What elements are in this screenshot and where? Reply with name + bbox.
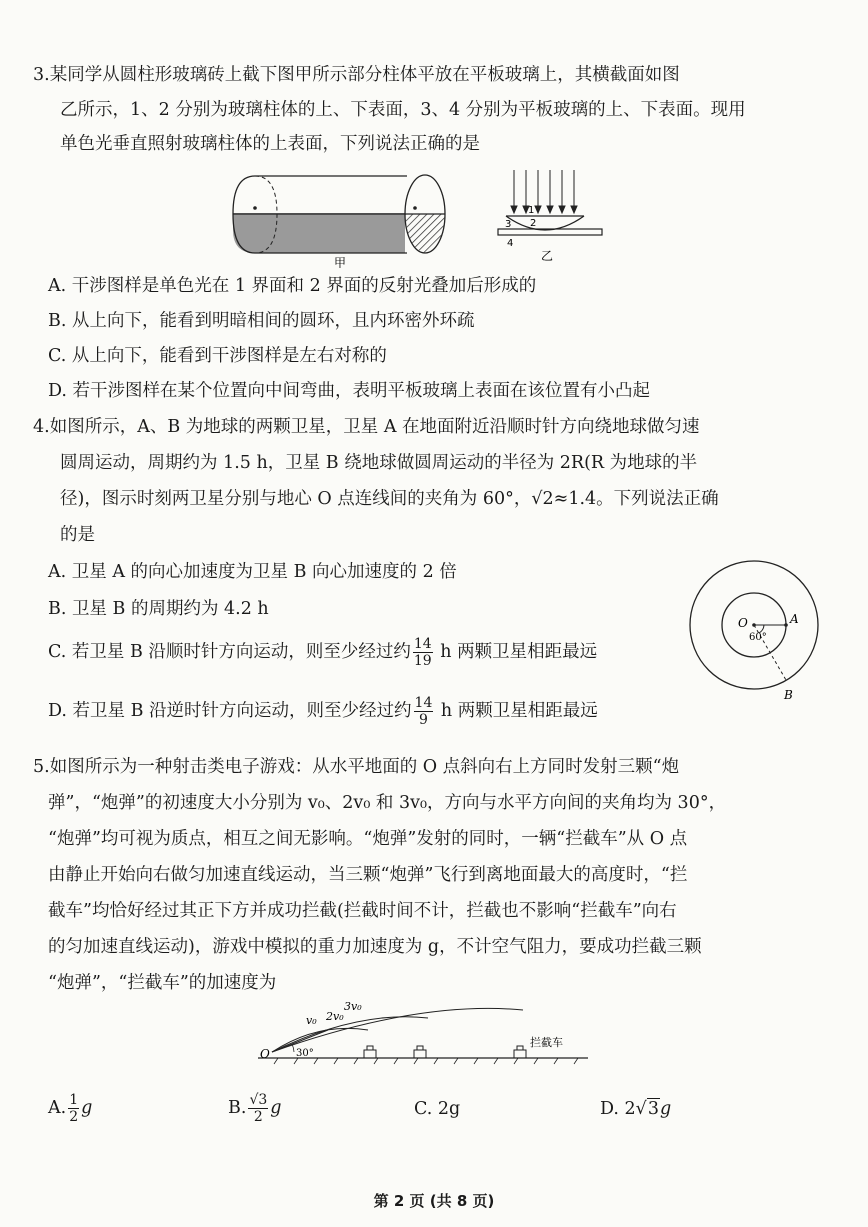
q4-option-d	[48, 695, 598, 728]
q3-stem-line2: 乙所示，1、2 分别为玻璃柱体的上、下表面，3、4 分别为平板玻璃的上、下表面。现用	[60, 100, 746, 120]
q4-option-a: A. 卫星 A 的向心加速度为卫星 B 向心加速度的 2 倍	[48, 562, 457, 582]
q4-option-b: B. 卫星 B 的周期约为 4.2 h	[48, 599, 269, 619]
q5-option-a-fraction	[68, 1092, 79, 1125]
fig4-label-o: O	[738, 616, 748, 630]
q5-stem-line5: 截车”均恰好经过其正下方并成功拦截(拦截时间不计，拦截也不影响“拦截车”向右	[48, 901, 677, 921]
fig-yi-label-3: 3	[505, 219, 512, 230]
fig5-label-3v0: 3v₀	[344, 1000, 362, 1013]
q5-option-a-label: A.	[48, 1098, 67, 1118]
fig-yi-label-4: 4	[507, 238, 514, 249]
figure-satellite-orbits	[680, 555, 830, 705]
q5-option-b-numerator: √3	[249, 1092, 268, 1108]
fig5-label-v0: v₀	[306, 1014, 317, 1027]
q5-stem-line1: 5.如图所示为一种射击类电子游戏：从水平地面的 O 点斜向右上方同时发射三颗“炮	[33, 757, 680, 777]
figure-yi-cross-section	[492, 166, 612, 266]
q5-option-b-fraction	[248, 1092, 268, 1125]
q3-option-d: D. 若干涉图样在某个位置向中间弯曲，表明平板玻璃上表面在该位置有小凸起	[48, 381, 651, 401]
q5-option-a-denominator: 2	[69, 1109, 79, 1125]
q4-option-d-text: D. 若卫星 B 沿逆时针方向运动，则至少经过约	[48, 701, 412, 721]
q4-option-d-fraction	[414, 695, 434, 728]
fig-yi-label-1: 1	[528, 205, 535, 216]
q5-option-a-g: g	[81, 1098, 93, 1118]
q5-stem-line7: “炮弹”，“拦截车”的加速度为	[48, 973, 277, 993]
fig5-label-2v0: 2v₀	[326, 1010, 344, 1023]
q5-option-b-label: B.	[228, 1098, 247, 1118]
q4-option-d-tail: h 两颗卫星相距最远	[435, 701, 598, 721]
page-footer: 第 2 页 (共 8 页)	[373, 1192, 495, 1210]
interceptor-car-icon	[364, 1046, 526, 1058]
q4-option-c-numerator: 14	[413, 636, 432, 652]
q3-option-b: B. 从上向下，能看到明暗相间的圆环，且内环密外环疏	[48, 311, 475, 331]
q5-option-b-g: g	[270, 1098, 282, 1118]
q5-option-b	[228, 1092, 281, 1125]
q4-stem-line4: 的是	[60, 525, 95, 545]
figure-jia-cylinder	[225, 168, 455, 268]
q4-option-c	[48, 636, 597, 669]
fig-yi-label: 乙	[540, 249, 554, 263]
q4-option-c-denominator: 19	[413, 653, 432, 669]
q5-option-a-numerator: 1	[69, 1092, 79, 1108]
q3-stem-line1: 3.某同学从圆柱形玻璃砖上截下图甲所示部分柱体平放在平板玻璃上，其横截面如图	[33, 65, 680, 85]
q3-option-c: C. 从上向下，能看到干涉图样是左右对称的	[48, 346, 387, 366]
q4-stem-line2: 圆周运动，周期约为 1.5 h，卫星 B 绕地球做圆周运动的半径为 2R(R 为地球的半	[60, 453, 698, 473]
fig-jia-label: 甲	[333, 256, 347, 268]
q5-stem-line4: 由静止开始向右做匀加速直线运动，当三颗“炮弹”飞行到离地面最大的高度时，“拦	[48, 865, 688, 885]
q5-option-d-root: 3	[647, 1099, 659, 1119]
q4-stem-line3: 径)，图示时刻两卫星分别与地心 O 点连线间的夹角为 60°，√2≈1.4。下列说法正确	[60, 489, 719, 509]
q4-option-c-text: C. 若卫星 B 沿顺时针方向运动，则至少经过约	[48, 642, 411, 662]
q4-stem-line1: 4.如图所示，A、B 为地球的两颗卫星，卫星 A 在地面附近沿顺时针方向绕地球做匀速	[33, 417, 700, 437]
q5-option-c: C. 2g	[414, 1099, 461, 1119]
figure-shell-trajectories	[258, 1000, 598, 1070]
q3-option-a: A. 干涉图样是单色光在 1 界面和 2 界面的反射光叠加后形成的	[48, 276, 537, 296]
q3-stem-line3: 单色光垂直照射玻璃柱体的上表面，下列说法正确的是	[60, 134, 480, 154]
fig4-label-angle: 60°	[749, 632, 767, 643]
q5-stem-line6: 的匀加速直线运动)，游戏中模拟的重力加速度为 g，不计空气阻力，要成功拦截三颗	[48, 937, 702, 957]
q5-option-d-label: D. 2	[600, 1099, 636, 1119]
fig4-label-b: B	[784, 688, 793, 702]
q4-option-d-numerator: 14	[414, 695, 433, 711]
fig5-label-car: 拦截车	[530, 1036, 563, 1049]
q5-option-a	[48, 1092, 92, 1125]
fig4-label-a: A	[790, 612, 799, 626]
q4-option-d-denominator: 9	[418, 712, 428, 728]
q5-option-d: D. 2√3g	[600, 1099, 672, 1119]
q5-option-d-g: g	[659, 1099, 672, 1119]
fig-yi-label-2: 2	[530, 218, 537, 229]
q5-stem-line3: “炮弹”均可视为质点，相互之间无影响。“炮弹”发射的同时，一辆“拦截车”从 O 点	[48, 829, 688, 849]
q5-option-b-denominator: 2	[253, 1109, 263, 1125]
q4-option-c-fraction	[413, 636, 433, 669]
fig5-label-o: O	[260, 1047, 270, 1061]
q4-option-c-tail: h 两颗卫星相距最远	[434, 642, 598, 662]
fig5-label-angle: 30°	[296, 1048, 314, 1059]
q5-stem-line2: 弹”，“炮弹”的初速度大小分别为 v₀、2v₀ 和 3v₀，方向与水平方向间的夹角均为 30°，	[48, 793, 727, 813]
